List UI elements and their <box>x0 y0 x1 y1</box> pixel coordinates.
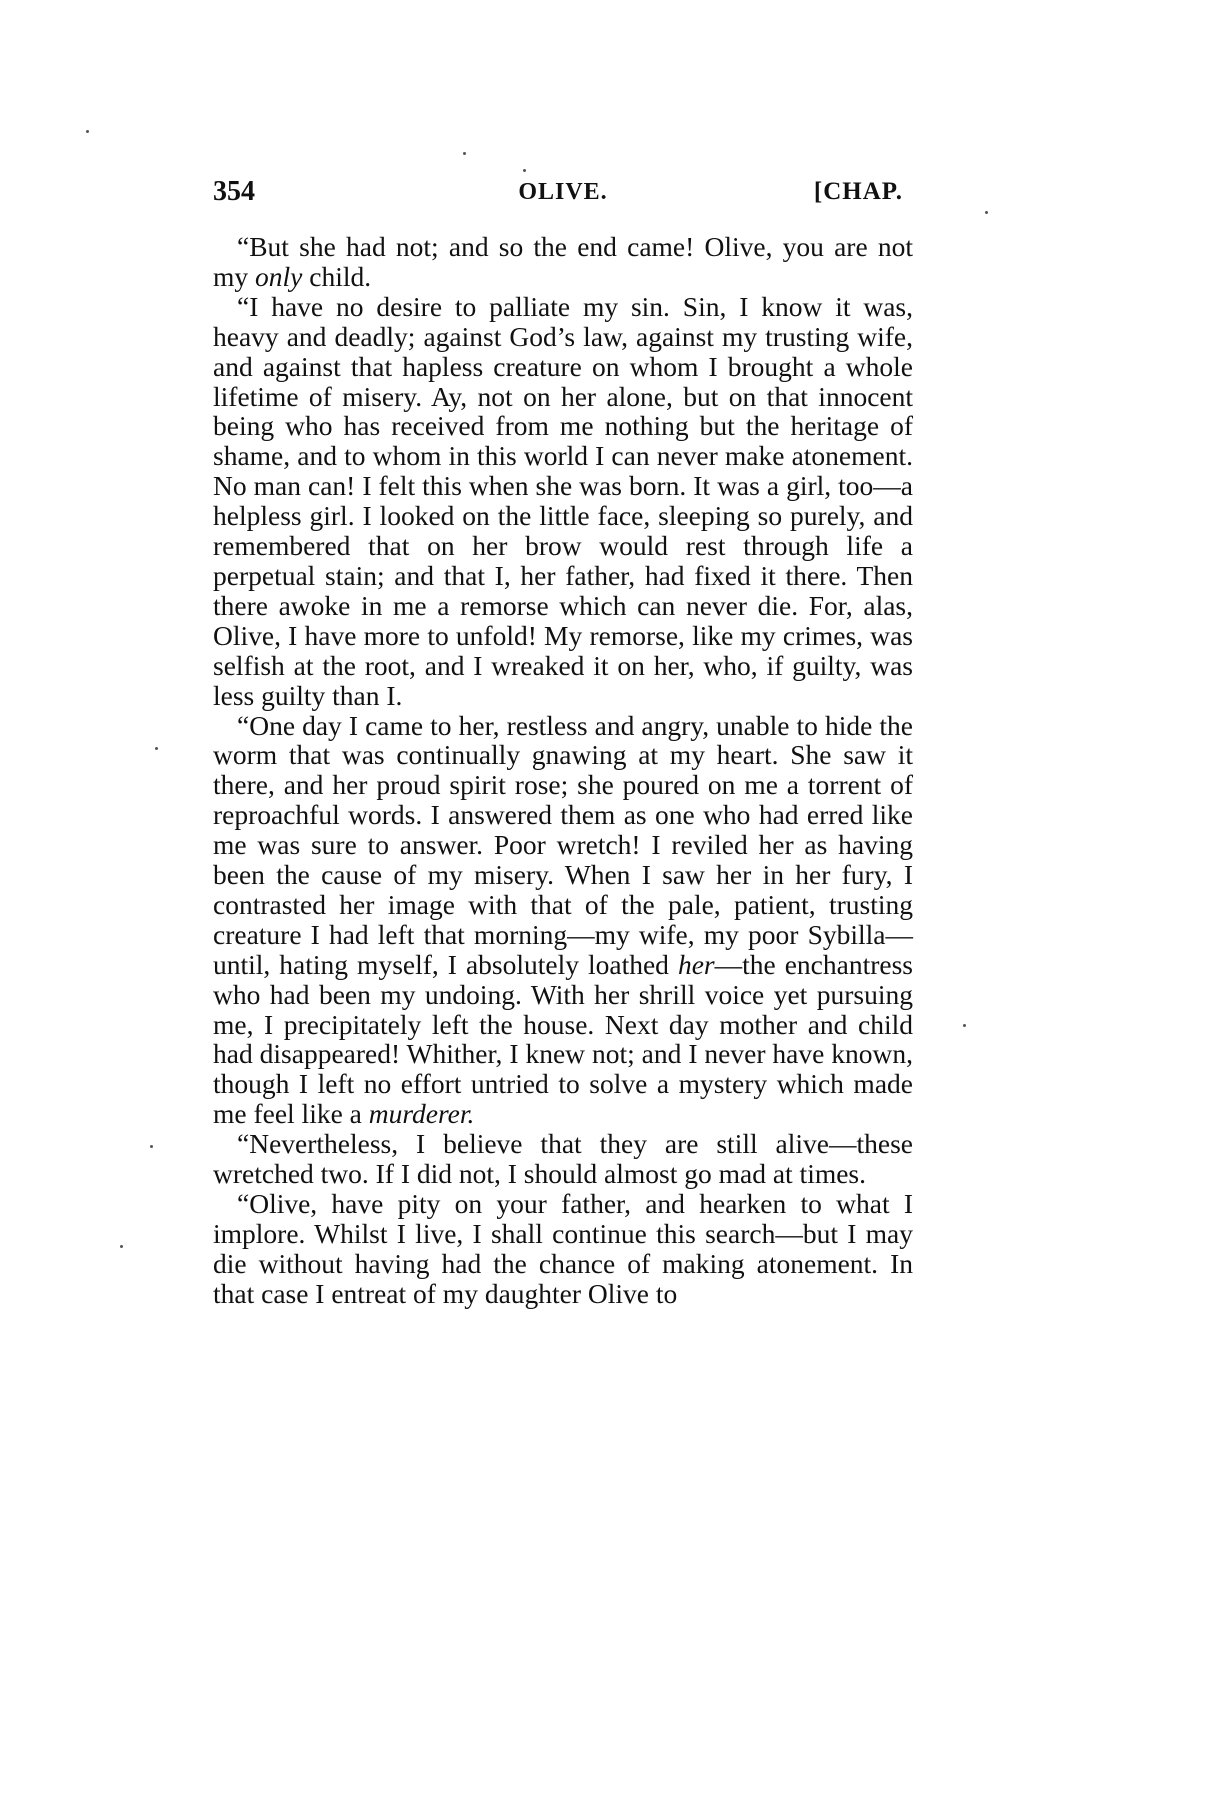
paragraph-text: “Nevertheless, I believe that they are still alive—these wretched two. If I did not, I should almost go mad at times. <box>213 1128 913 1190</box>
running-head <box>213 172 913 212</box>
paragraph <box>213 292 913 711</box>
paragraph-text: “Olive, have pity on your father, and hearken to what I implore. Whilst I live, I shall continue this search—but I may die without having had the chance of making atonement. In that case I entreat of my daughter Olive to <box>213 1188 913 1309</box>
emphasis-text: her <box>677 948 715 980</box>
print-speck <box>150 1145 153 1148</box>
paragraph <box>213 711 913 1130</box>
emphasis-text: murderer. <box>368 1098 475 1130</box>
paragraph-text: child. <box>302 260 372 292</box>
book-page <box>213 172 913 1309</box>
paragraph <box>213 1129 913 1189</box>
chapter-label: [CHAP. <box>813 178 903 205</box>
book-title: OLIVE. <box>518 179 608 205</box>
print-speck <box>120 1245 123 1248</box>
paragraph-text: —the enchantress who had been my undoing. With her shrill voice yet pursuing me, I precipitately left the house. Next day mother and child had disappeared! Whither, I knew not; and I never have known, though I left no effort untried to solve a mystery which made me feel like a <box>213 948 914 1130</box>
paragraph <box>213 1189 913 1309</box>
print-speck <box>155 747 158 750</box>
paragraph-text: “But she had not; and so the end came! Olive, you are not my <box>213 231 913 292</box>
emphasis-text: only <box>255 260 303 292</box>
print-speck <box>985 211 988 214</box>
page-number: 354 <box>213 176 255 207</box>
print-speck <box>963 1024 966 1027</box>
body-text <box>213 232 913 1309</box>
print-speck <box>86 130 89 133</box>
paragraph-text: “I have no desire to palliate my sin. Sin, I know it was, heavy and deadly; against God’s law, against my trusting wife, and against that hapless creature on whom I brought a whole lifetime of misery. Ay, not on her alone, but on that innocent being who has received from me nothing but the heritage of shame, and to whom in this world I can never make atonement. No man can! I felt this when she was born. It was a girl, too—a helpless girl. I looked on the little face, sleeping so purely, and remembered that on her brow would rest through life a perpetual stain; and that I, her father, had fixed it there. Then there awoke in me a remorse which can never die. For, alas, Olive, I have more to unfold! My remorse, like my crimes, was selfish at the root, and I wreaked it on her, who, if guilty, was less guilty than I. <box>213 290 913 711</box>
print-speck <box>463 152 466 155</box>
paragraph-text: “One day I came to her, restless and angry, unable to hide the worm that was continually gnawing at my heart. She saw it there, and her proud spirit rose; she poured on me a torrent of reproachful words. I answered them as one who had erred like me was sure to answer. Poor wretch! I reviled her as having been the cause of my misery. When I saw her in her fury, I contrasted her image with that of the pale, patient, trusting creature I had left that morning—my wife, my poor Sybilla—until, hating myself, I absolutely loathed <box>213 709 913 980</box>
paragraph <box>213 232 913 292</box>
